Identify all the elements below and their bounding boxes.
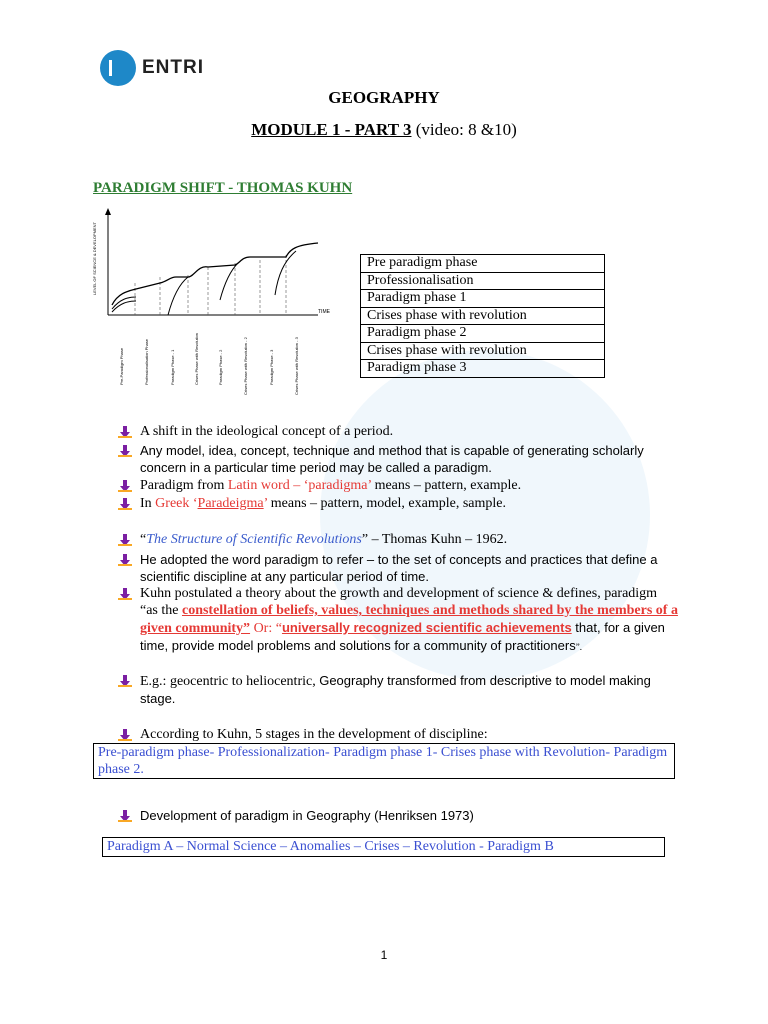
bullet-arrow-icon xyxy=(118,553,132,567)
bullet-text: In xyxy=(140,496,156,511)
bullet-or: Or: “ xyxy=(250,621,282,636)
y-axis-label: LEVEL OF SCIENCE & DEVELOPMENT xyxy=(92,222,97,295)
phase-table xyxy=(360,254,605,378)
bullet-text: According to Kuhn, 5 stages in the development of discipline: xyxy=(140,727,488,742)
list-item xyxy=(118,531,678,548)
table-row xyxy=(361,290,605,308)
module-heading-bold: MODULE 1 - PART 3 xyxy=(251,120,412,139)
table-row xyxy=(361,272,605,290)
logo-text: ENTRI xyxy=(142,57,204,78)
bullet-arrow-icon xyxy=(118,444,132,458)
revolution-curve-1 xyxy=(168,277,188,315)
bullet-arrow-icon xyxy=(118,728,132,742)
stage-label: Crises Phase with Revolution xyxy=(194,332,199,385)
phase-cell: Paradigm phase 2 xyxy=(361,325,605,343)
y-axis-arrow xyxy=(105,208,111,215)
phase-separators xyxy=(135,255,286,315)
bullet-arrow-icon xyxy=(118,533,132,547)
phase-cell: Paradigm phase 1 xyxy=(361,290,605,308)
growth-curve xyxy=(112,243,318,305)
bullet-text: ” – Thomas Kuhn – 1962. xyxy=(361,532,508,547)
stage-label: Pre-Paradigm Phase xyxy=(119,347,124,385)
list-item xyxy=(118,495,678,512)
x-axis-label: TIME xyxy=(318,309,330,315)
list-item xyxy=(118,477,678,494)
quote-close: ”. xyxy=(575,642,582,652)
bullet-text: A shift in the ideological concept of a period. xyxy=(140,424,394,439)
list-item xyxy=(118,442,678,476)
phase-cell: Pre paradigm phase xyxy=(361,255,605,273)
bullet-arrow-icon xyxy=(118,587,132,601)
phase-cell: Crises phase with revolution xyxy=(361,307,605,325)
phase-cell: Professionalisation xyxy=(361,272,605,290)
bullet-text: Kuhn postulated a theory about the growth and development of science & defines, paradigm “as the xyxy=(140,586,658,618)
greek-word-suffix: ’ xyxy=(263,496,268,511)
bullet-text: He adopted the word paradigm to refer – to the set of concepts and practices that define a scientific discipline at any particular period of time. xyxy=(140,552,658,584)
section-title: PARADIGM SHIFT - THOMAS KUHN xyxy=(93,180,353,196)
module-heading xyxy=(0,120,768,140)
page-number: 1 xyxy=(380,948,388,962)
table-row xyxy=(361,307,605,325)
quote-open: “ xyxy=(140,532,147,547)
bullet-text: Any model, idea, concept, technique and method that is capable of generating scholarly concern in a particular time period may be called a paradigm. xyxy=(140,443,644,475)
table-row xyxy=(361,255,605,273)
list-item xyxy=(118,726,678,743)
bullet-text: that, for a given time, provide model problems and solutions for a community of practitioners xyxy=(140,620,665,653)
phase-cell: Paradigm phase 3 xyxy=(361,360,605,378)
table-row xyxy=(361,342,605,360)
bullet-arrow-icon xyxy=(118,674,132,688)
early-curve-2 xyxy=(112,301,136,312)
bullet-arrow-icon xyxy=(118,425,132,439)
bullet-arrow-icon xyxy=(118,809,132,823)
stage-label: Crises Phase with Revolution - 3 xyxy=(294,337,299,395)
stage-labels xyxy=(119,333,299,395)
paradigm-definition: constellation of beliefs, values, techniques and methods shared by the members of a given community” xyxy=(140,603,678,636)
list-item xyxy=(118,672,678,708)
bullet-arrow-icon xyxy=(118,479,132,493)
book-title: The Structure of Scientific Revolutions xyxy=(146,532,362,547)
bullet-text: E.g.: geocentric to heliocentric, xyxy=(140,674,320,689)
list-item xyxy=(118,585,678,656)
bullet-text: Paradigm from xyxy=(140,478,228,493)
stage-label: Professionalisation Phase xyxy=(144,338,149,385)
table-row xyxy=(361,325,605,343)
stage-label: Crises Phase with Revolution - 2 xyxy=(243,337,248,395)
stage-label: Paradigm Phase - 2 xyxy=(218,349,223,385)
bullet-arrow-icon xyxy=(118,497,132,511)
paradigm-definition-alt: universally recognized scientific achievements xyxy=(281,620,572,635)
list-item xyxy=(118,807,678,824)
stage-label: Paradigm Phase - 1 xyxy=(170,349,175,385)
greek-word-prefix: Greek ‘ xyxy=(155,496,198,511)
bullet-text: Geography transformed from descriptive to model making stage. xyxy=(140,673,651,706)
entri-logo xyxy=(100,50,204,86)
bullet-text: means – pattern, example. xyxy=(371,478,522,493)
entri-logo-icon xyxy=(100,50,136,86)
paradigm-shift-figure xyxy=(90,205,330,400)
greek-word: Paradeigma xyxy=(197,496,264,511)
table-row xyxy=(361,360,605,378)
latin-word: Latin word – ‘paradigma’ xyxy=(227,478,372,493)
phase-cell: Crises phase with revolution xyxy=(361,342,605,360)
page-title: GEOGRAPHY xyxy=(328,88,440,107)
bullet-text: means – pattern, model, example, sample. xyxy=(267,496,506,511)
module-heading-video: (video: 8 &10) xyxy=(411,120,517,139)
list-item xyxy=(118,551,678,585)
henriksen-paradigm-box: Paradigm A – Normal Science – Anomalies – Crises – Revolution - Paradigm B xyxy=(102,837,665,857)
kuhn-stages-box: Pre-paradigm phase- Professionalization- Paradigm phase 1- Crises phase with Revolution- Paradigm phase 2. xyxy=(93,743,675,779)
bullet-text: Development of paradigm in Geography (Henriksen 1973) xyxy=(140,808,474,823)
stage-label: Paradigm Phase - 3 xyxy=(269,349,274,385)
list-item xyxy=(118,423,678,440)
